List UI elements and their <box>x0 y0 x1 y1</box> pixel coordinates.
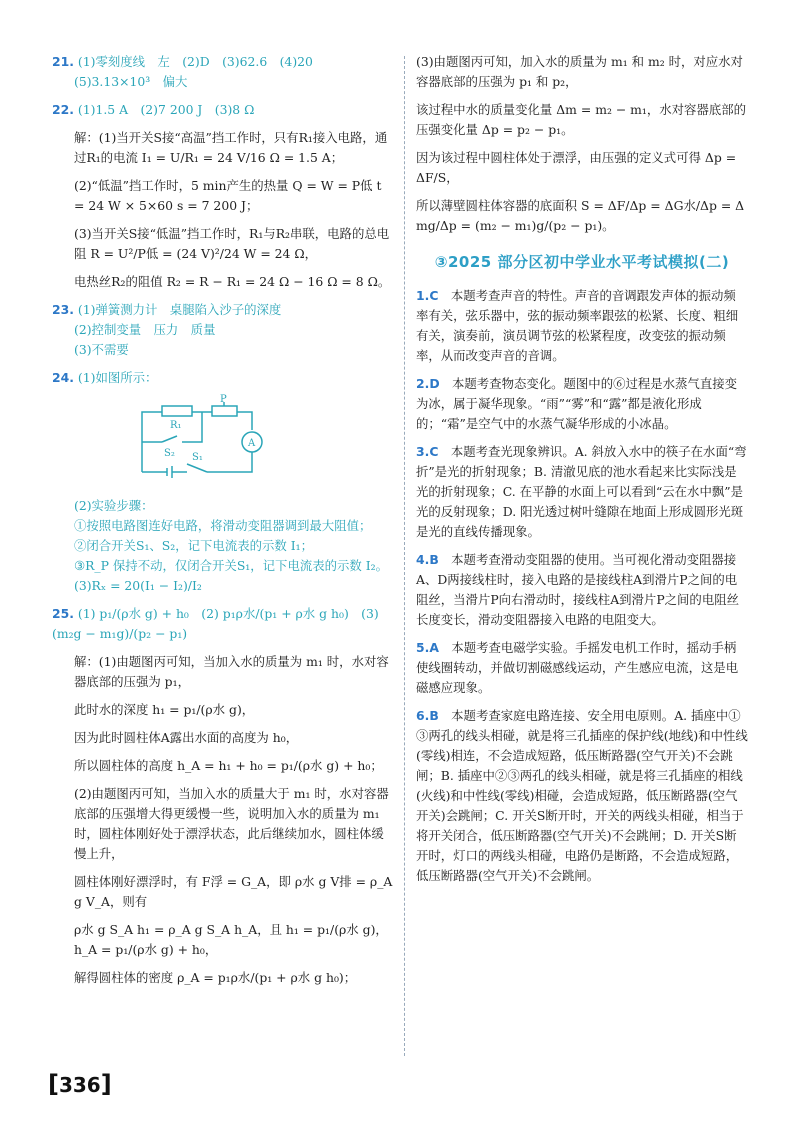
q25-solution-4: 所以圆柱体的高度 h_A = h₁ + h₀ = p₁/(ρ水 g) + h₀； <box>74 758 383 773</box>
q23: 23. (1)弹簧测力计 桌腿陷入沙子的深度 (2)控制变量 压力 质量 (3)不需要 <box>52 302 282 357</box>
label-s1: S₁ <box>192 452 203 463</box>
answer-text: 本题考查光现象辨识。A. 斜放入水中的筷子在水面“弯折”是光的折射现象；B. 清澈见底的池水看起来比实际浅是光的折射现象；C. 在平静的水面上可以看到“云在水中飘”是光的反射现象；D. 阳光透过树叶缝隙在地面上形成圆形光斑是光的直线传播现象。 <box>416 444 747 539</box>
label-a: A <box>248 438 256 449</box>
column-divider <box>404 56 405 1056</box>
answer-list <box>416 286 748 886</box>
q25: 25. (1) p₁/(ρ水 g) + h₀ (2) p₁ρ水/(p₁ + ρ水 g h₀) (3) (m₂g − m₁g)/(p₂ − p₁) <box>52 606 379 641</box>
q25-cont-4: 所以薄壁圆柱体容器的底面积 S = ΔF/Δp = ΔG水/Δp = Δmg/Δp = (m₂ − m₁)g/(p₂ − p₁)。 <box>416 198 745 233</box>
q25-solution-2: 此时水的深度 h₁ = p₁/(ρ水 g)， <box>74 702 255 717</box>
answer-number: 2.D <box>416 376 440 391</box>
answer-item <box>416 442 748 542</box>
q25-solution-8: 解得圆柱体的密度 ρ_A = p₁ρ水/(p₁ + ρ水 g h₀)； <box>74 970 357 985</box>
q24-steps: (2)实验步骤： ①按照电路图连好电路，将滑动变阻器调到最大阻值； ②闭合开关S₁、S₂，记下电流表的示数 I₁； ③R_P 保持不动，仅闭合开关S₁，记下电流表的示数 I₂。 (3)Rₓ = 20(I₁ − I₂)/I₂ <box>74 498 388 593</box>
answer-item <box>416 286 748 366</box>
answer-text: 本题考查家庭电路连接、安全用电原则。A. 插座中①③两孔的线头相碰，就是将三孔插座的保护线(地线)和中性线(零线)相连，不会造成短路，低压断路器(空气开关)不会跳闸；B. 插座中②③两孔的线头相碰，就是将三孔插座的相线(火线)和中性线(零线)相碰，会造成短路，低压断路器(空气开关)会跳闸；C. 开关S断开时，开关的两线头相碰，相当于将开关闭合，低压断路器(空气开关)不会跳闸；D. 开关S断开时，灯口的两线头相碰，电路仍是断路，不会造成短路，低压断路器(空气开关)不会跳闸。 <box>416 708 748 883</box>
answer-text: 本题考查物态变化。题图中的⑥过程是水蒸气直接变为冰，属于凝华现象。“雨”“雾”和“露”都是液化形成的；“霜”是空气中的水蒸气凝华形成的小冰晶。 <box>416 376 737 431</box>
answer-number: 4.B <box>416 552 439 567</box>
q25-cont-2: 该过程中水的质量变化量 Δm = m₂ − m₁，水对容器底部的压强变化量 Δp = p₂ − p₁。 <box>416 102 747 137</box>
label-p: P <box>220 394 227 405</box>
q21: 21. (1)零刻度线 左 (2)D (3)62.6 (4)20 (5)3.13×10³ 偏大 <box>52 54 313 89</box>
section-title: ③2025 部分区初中学业水平考试模拟(二) <box>434 253 730 271</box>
q25-solution-7: ρ水 g S_A h₁ = ρ_A g S_A h_A，且 h₁ = p₁/(ρ水 g)，h_A = p₁/(ρ水 g) + h₀， <box>74 922 388 957</box>
q22-solution-2: (2)“低温”挡工作时，5 min产生的热量 Q = W = P低 t = 24 W × 5×60 s = 7 200 J； <box>74 178 382 213</box>
answer-item <box>416 638 748 698</box>
answer-number: 6.B <box>416 708 439 723</box>
q24: 24. (1)如图所示： <box>52 370 158 385</box>
q25-solution-3: 因为此时圆柱体A露出水面的高度为 h₀， <box>74 730 299 745</box>
answer-number: 5.A <box>416 640 439 655</box>
q22: 22. (1)1.5 A (2)7 200 J (3)8 Ω <box>52 102 255 117</box>
answer-number: 3.C <box>416 444 439 459</box>
q25-solution-1: 解：(1)由题图丙可知，当加入水的质量为 m₁ 时，水对容器底部的压强为 p₁， <box>74 654 389 689</box>
q25-solution-5: (2)由题图丙可知，当加入水的质量大于 m₁ 时，水对容器底部的压强增大得更缓慢一些，说明加入水的质量为 m₁ 时，圆柱体刚好处于漂浮状态，此后继续加水，圆柱体缓慢上升， <box>74 786 389 861</box>
left-column <box>52 52 395 996</box>
q25-cont-3: 因为该过程中圆柱体处于漂浮，由压强的定义式可得 Δp = ΔF/S， <box>416 150 737 185</box>
q22-solution-1: 解：(1)当开关S接“高温”挡工作时，只有R₁接入电路，通过R₁的电流 I₁ = U/R₁ = 24 V/16 Ω = 1.5 A； <box>74 130 388 165</box>
answer-item <box>416 706 748 886</box>
answer-text: 本题考查电磁学实验。手摇发电机工作时，摇动手柄使线圈转动，并做切割磁感线运动，产生感应电流，这是电磁感应现象。 <box>416 640 739 695</box>
answer-item <box>416 374 748 434</box>
circuit-diagram <box>132 394 272 482</box>
label-s2: S₂ <box>164 448 175 459</box>
right-column <box>416 52 748 894</box>
answer-item <box>416 550 748 630</box>
q25-solution-6: 圆柱体刚好漂浮时，有 F浮 = G_A，即 ρ水 g V排 = ρ_A g V_A，则有 <box>74 874 393 909</box>
page-number: [336] <box>48 1070 112 1098</box>
q22-solution-4: 电热丝R₂的阻值 R₂ = R − R₁ = 24 Ω − 16 Ω = 8 Ω。 <box>74 274 391 289</box>
answer-number: 1.C <box>416 288 439 303</box>
answer-text: 本题考查滑动变阻器的使用。当可视化滑动变阻器接A、D两接线柱时，接入电路的是接线柱A到滑片P之间的电阻丝，当滑片P向右滑动时，接线柱A到滑片P之间的电阻丝长度变长，滑动变阻器接入电路的电阻变大。 <box>416 552 739 627</box>
answer-text: 本题考查声音的特性。声音的音调跟发声体的振动频率有关，弦乐器中，弦的振动频率跟弦的松紧、长度、粗细有关，演奏前，演员调节弦的松紧程度，改变弦的振动频率，从而改变声音的音调。 <box>416 288 739 363</box>
q22-solution-3: (3)当开关S接“低温”挡工作时，R₁与R₂串联，电路的总电阻 R = U²/P低 = (24 V)²/24 W = 24 Ω， <box>74 226 390 261</box>
label-r1: R₁ <box>170 420 182 431</box>
q25-cont-1: (3)由题图丙可知，加入水的质量为 m₁ 和 m₂ 时，对应水对容器底部的压强为 p₁ 和 p₂， <box>416 54 743 89</box>
